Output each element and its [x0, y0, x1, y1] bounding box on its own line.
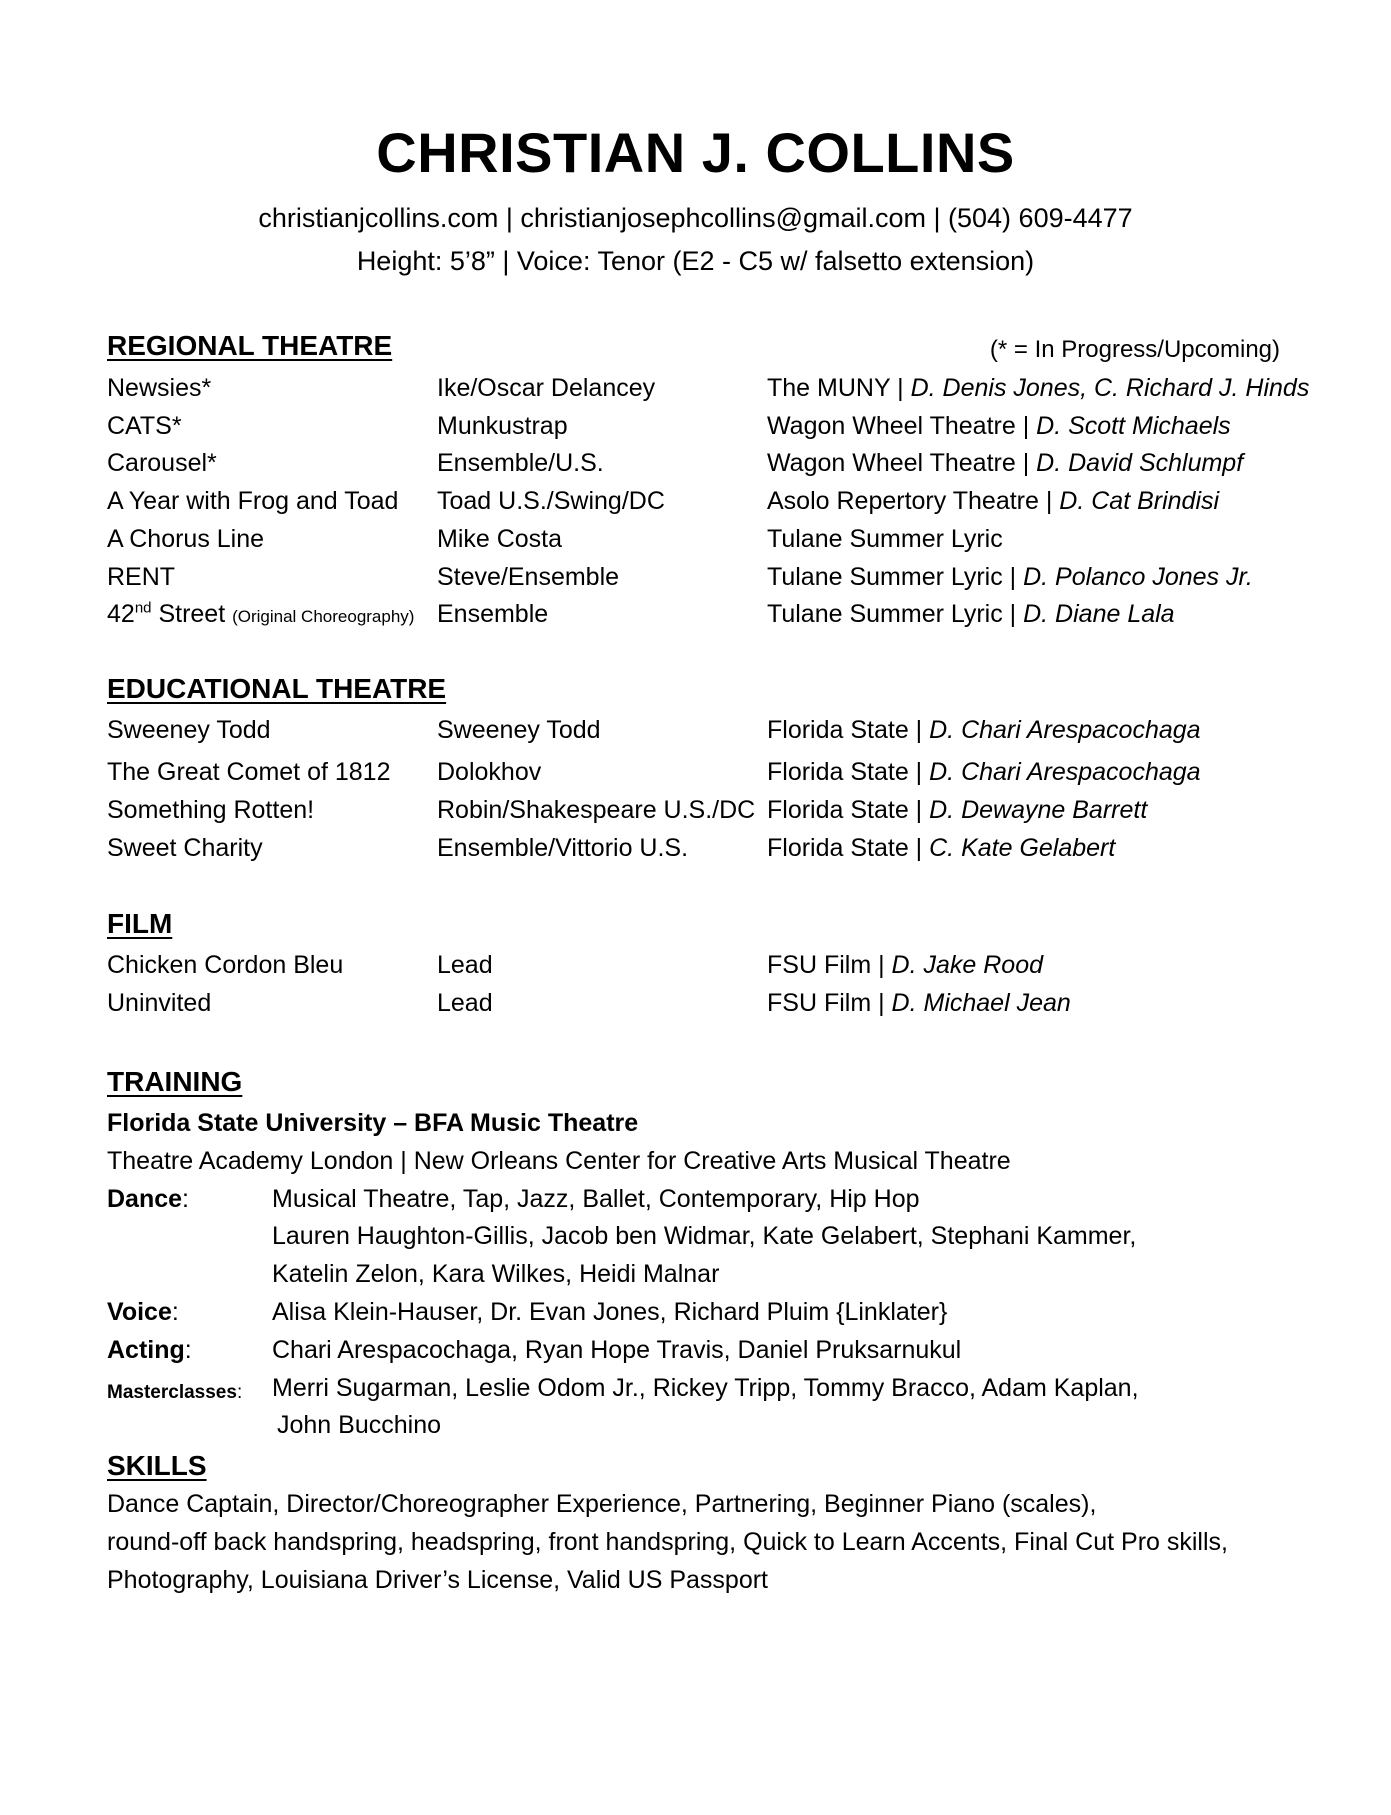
venue: Florida State |: [767, 834, 930, 862]
director: D. Polanco Jones Jr.: [1023, 563, 1253, 591]
acting-teachers: Chari Arespacochaga, Ryan Hope Travis, Daniel Pruksarnukul: [272, 1336, 962, 1364]
regional-row: [107, 563, 1287, 599]
role: Munkustrap: [437, 412, 568, 440]
director: D. Michael Jean: [891, 989, 1071, 1017]
role: Toad U.S./Swing/DC: [437, 487, 665, 515]
educational-row: [107, 758, 1287, 794]
role: Robin/Shakespeare U.S./DC: [437, 796, 756, 824]
film-heading: FILM: [107, 908, 173, 939]
masterclass-teachers: John Bucchino: [277, 1411, 442, 1439]
venue-director: [767, 796, 1147, 825]
educational-row: [107, 716, 1287, 752]
show-title: The Great Comet of 1812: [107, 758, 391, 786]
acting-label: Acting:: [107, 1336, 192, 1364]
venue: Florida State |: [767, 758, 930, 786]
skills-heading: SKILLS: [107, 1450, 207, 1481]
skills-line: Dance Captain, Director/Choreographer Experience, Partnering, Beginner Piano (scales),: [107, 1490, 1097, 1518]
role: Sweeney Todd: [437, 716, 601, 744]
educational-row: [107, 834, 1287, 870]
role: Steve/Ensemble: [437, 563, 620, 591]
masterclass-teachers: Merri Sugarman, Leslie Odom Jr., Rickey Tripp, Tommy Bracco, Adam Kaplan,: [272, 1374, 1139, 1402]
resume-name: CHRISTIAN J. COLLINS: [376, 121, 1015, 184]
venue: Tulane Summer Lyric |: [767, 600, 1024, 628]
show-title: [107, 600, 414, 629]
director: D. Scott Michaels: [1036, 412, 1231, 440]
venue-director: [767, 716, 1201, 745]
training-heading: TRAINING: [107, 1066, 243, 1097]
regional-row: [107, 374, 1310, 410]
role: Ike/Oscar Delancey: [437, 374, 656, 402]
regional-theatre-heading: REGIONAL THEATRE: [107, 330, 393, 361]
show-title: Something Rotten!: [107, 796, 315, 824]
venue-director: [767, 600, 1175, 629]
venue: Asolo Repertory Theatre |: [767, 487, 1060, 515]
in-progress-note: (* = In Progress/Upcoming): [989, 336, 1280, 363]
film-row: [107, 951, 1287, 987]
show-title: Sweeney Todd: [107, 716, 271, 744]
venue-director: [767, 758, 1201, 787]
show-title: Sweet Charity: [107, 834, 263, 862]
training-school: Florida State University – BFA Music Theatre: [107, 1109, 639, 1137]
regional-row: [107, 525, 1287, 561]
masterclasses-label: Masterclasses:: [107, 1382, 243, 1403]
regional-row: [107, 412, 1287, 448]
role: Ensemble/U.S.: [437, 449, 604, 477]
role: Mike Costa: [437, 525, 563, 553]
venue: FSU Film |: [767, 989, 892, 1017]
dance-styles: Musical Theatre, Tap, Jazz, Ballet, Contemporary, Hip Hop: [272, 1185, 920, 1213]
show-note: (Original Choreography): [232, 607, 415, 626]
film-title: Uninvited: [107, 989, 212, 1017]
venue-director: [767, 563, 1253, 592]
venue: FSU Film |: [767, 951, 892, 979]
venue: Wagon Wheel Theatre |: [767, 449, 1037, 477]
venue-director: [767, 834, 1115, 863]
director: D. Denis Jones, C. Richard J. Hinds: [910, 374, 1310, 402]
dance-teachers: Lauren Haughton-Gillis, Jacob ben Widmar, Kate Gelabert, Stephani Kammer,: [272, 1222, 1137, 1250]
venue-director: [767, 487, 1219, 516]
venue-director: [767, 989, 1071, 1018]
ordinal-suffix: nd: [134, 599, 152, 617]
venue: The MUNY |: [767, 374, 911, 402]
show-name-rest: Street: [151, 600, 233, 628]
show-title: A Year with Frog and Toad: [107, 487, 399, 515]
role: Dolokhov: [437, 758, 542, 786]
venue-director: [767, 449, 1243, 478]
regional-row: [107, 600, 1287, 636]
show-number: 42: [107, 600, 135, 628]
skills-line: Photography, Louisiana Driver’s License, Valid US Passport: [107, 1566, 768, 1594]
director: D. Chari Arespacochaga: [929, 758, 1201, 786]
venue-director: [767, 412, 1231, 441]
educational-row: [107, 796, 1287, 832]
voice-label: Voice:: [107, 1298, 179, 1326]
venue-director: [767, 951, 1043, 980]
show-title: Newsies*: [107, 374, 212, 402]
director: C. Kate Gelabert: [929, 834, 1116, 862]
role: Lead: [437, 989, 493, 1017]
regional-row: [107, 487, 1287, 523]
show-title: A Chorus Line: [107, 525, 265, 553]
venue: Florida State |: [767, 796, 930, 824]
role: Ensemble: [437, 600, 549, 628]
director: D. Cat Brindisi: [1059, 487, 1220, 515]
venue: Tulane Summer Lyric: [767, 525, 1003, 553]
regional-row: [107, 449, 1287, 485]
director: D. Dewayne Barrett: [929, 796, 1148, 824]
venue: Wagon Wheel Theatre |: [767, 412, 1037, 440]
dance-teachers: Katelin Zelon, Kara Wilkes, Heidi Malnar: [272, 1260, 720, 1288]
show-title: Carousel*: [107, 449, 217, 477]
venue-director: [767, 374, 1309, 403]
contact-line: christianjcollins.com | christianjosephcollins@gmail.com | (504) 609-4477: [258, 203, 1133, 233]
show-title: CATS*: [107, 412, 182, 440]
director: D. Diane Lala: [1023, 600, 1175, 628]
venue-director: [767, 525, 1003, 554]
show-title: RENT: [107, 563, 176, 591]
venue: Tulane Summer Lyric |: [767, 563, 1024, 591]
dance-label: Dance:: [107, 1185, 189, 1213]
director: D. Jake Rood: [891, 951, 1044, 979]
educational-theatre-heading: EDUCATIONAL THEATRE: [107, 673, 447, 704]
role: Lead: [437, 951, 493, 979]
voice-teachers: Alisa Klein-Hauser, Dr. Evan Jones, Richard Pluim {Linklater}: [272, 1298, 948, 1326]
film-row: [107, 989, 1287, 1025]
venue: Florida State |: [767, 716, 930, 744]
skills-line: round-off back handspring, headspring, front handspring, Quick to Learn Accents, Final Cut Pro skills,: [107, 1528, 1228, 1556]
height-voice-line: Height: 5’8” | Voice: Tenor (E2 - C5 w/ falsetto extension): [356, 246, 1035, 276]
film-title: Chicken Cordon Bleu: [107, 951, 344, 979]
director: D. Chari Arespacochaga: [929, 716, 1201, 744]
role: Ensemble/Vittorio U.S.: [437, 834, 689, 862]
training-other: Theatre Academy London | New Orleans Center for Creative Arts Musical Theatre: [107, 1147, 1011, 1175]
director: D. David Schlumpf: [1036, 449, 1244, 477]
